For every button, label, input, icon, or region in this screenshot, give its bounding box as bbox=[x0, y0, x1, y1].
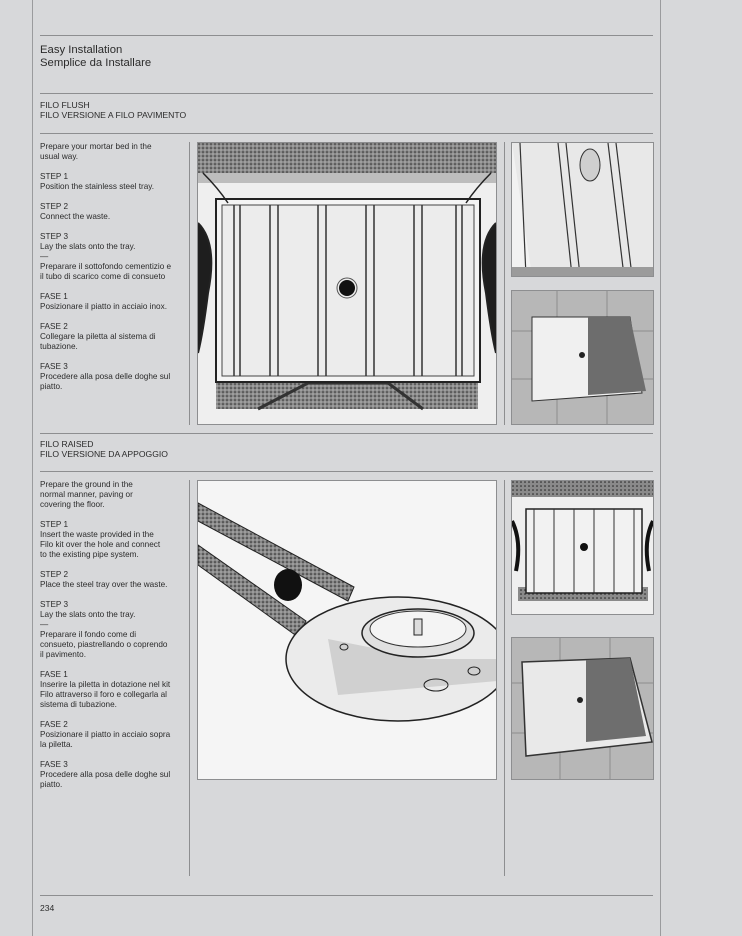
raised-col-divider-1 bbox=[189, 480, 190, 876]
page-title bbox=[40, 44, 151, 70]
right-margin-line bbox=[660, 0, 661, 936]
flush-heading-it: FILO VERSIONE A FILO PAVIMENTO bbox=[40, 110, 187, 120]
bottom-rule bbox=[40, 895, 653, 896]
title-rule bbox=[40, 93, 653, 94]
raised-detail-illustration-top bbox=[511, 480, 654, 615]
flush-main-illustration bbox=[197, 142, 497, 425]
raised-main-illustration bbox=[197, 480, 497, 780]
left-margin-line bbox=[32, 0, 33, 936]
raised-heading-en: FILO RAISED bbox=[40, 439, 94, 449]
flush-col-divider-1 bbox=[189, 142, 190, 425]
title-it: Semplice da Installare bbox=[40, 57, 152, 69]
raised-col-divider-2 bbox=[504, 480, 505, 876]
flush-rule bbox=[40, 133, 653, 134]
page-number: 234 bbox=[40, 903, 55, 913]
flush-instructions: Prepare your mortar bed in the usual way. STEP 1 Position the stainless steel tray. STEP 2 Connect the waste. STEP 3 Lay the slats onto the tray. — Preparare il sottofondo cementizio e il tubo di scarico come di consueto FASE 1 Posizionare il piatto in acciaio inox. FASE 2 Collegare la piletta al sistema di tubazione. FASE 3 Procedere alla posa delle doghe sul piatto. bbox=[40, 142, 172, 391]
flush-heading-en: FILO FLUSH bbox=[40, 100, 90, 110]
raised-detail-illustration-bottom bbox=[511, 637, 654, 780]
raised-rule bbox=[40, 471, 653, 472]
flush-col-divider-2 bbox=[504, 142, 505, 425]
flush-heading bbox=[40, 100, 186, 120]
raised-instructions: Prepare the ground in the normal manner, paving or covering the floor. STEP 1 Insert the waste provided in the Filo kit over the hole and connect to the existing pipe system. STEP 2 Place the steel tray over the waste. STEP 3 Lay the slats onto the tray. — Preparare il fondo come di consueto, piastrellando o coprendo il pavimento. FASE 1 Inserire la piletta in dotazione nel kit Filo attraverso il foro e collegarla al sistema di tubazione. FASE 2 Posizionare il piatto in acciaio sopra la piletta. FASE 3 Procedere alla posa delle doghe sul piatto. bbox=[40, 480, 171, 789]
top-rule bbox=[40, 35, 653, 36]
raised-top-rule bbox=[40, 433, 653, 434]
flush-detail-illustration-top bbox=[511, 142, 654, 277]
flush-detail-illustration-bottom bbox=[511, 290, 654, 425]
title-en: Easy Installation bbox=[40, 44, 123, 56]
raised-heading bbox=[40, 439, 168, 459]
raised-heading-it: FILO VERSIONE DA APPOGGIO bbox=[40, 449, 168, 459]
